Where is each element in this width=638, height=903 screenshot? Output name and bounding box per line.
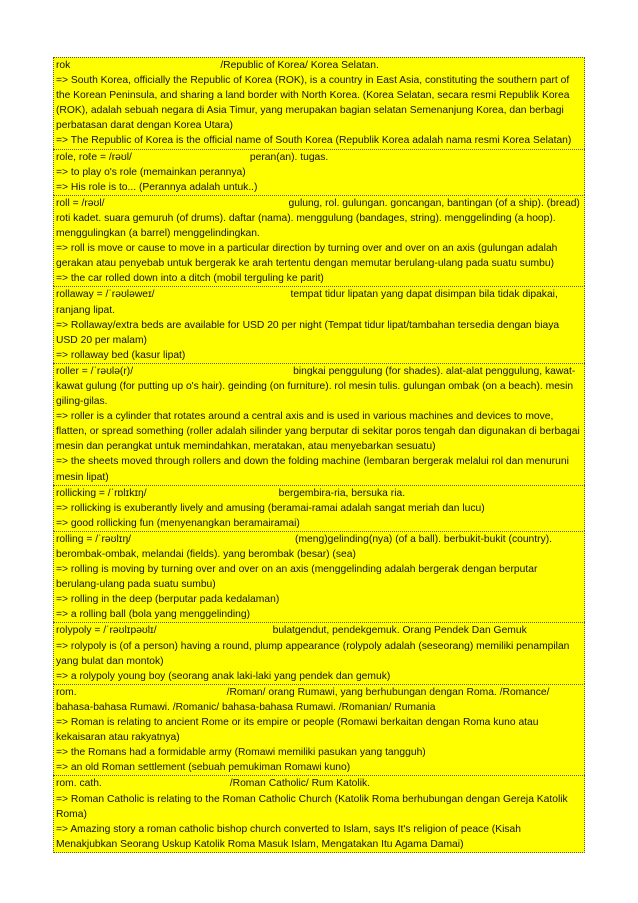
entry-header: [56, 776, 582, 791]
meaning: (meng)gelinding(nya) (of a ball). berbukit-bukit (country). berombak-ombak, melandai (fields). yang berombak (besar) (sea): [56, 533, 553, 560]
meaning: /Roman/ orang Rumawi, yang berhubungan dengan Roma. /Romance/ bahasa-bahasa Rumawi. /Romanic/ bahasa-bahasa Rumawi. /Romanian/ Rumania: [56, 686, 550, 713]
meaning: gulung, rol. gulungan. goncangan, bantingan (of a ship). (bread) roti kadet. suara gemuruh (of drums). daftar (nama). menggulung (bandages, string). menggelinding (a hoop). menggulingkan (a barrel) menggelindingkan.: [56, 197, 580, 240]
example-line: => Amazing story a roman catholic bishop church converted to Islam, says It's religion of peace (Kisah Menakjubkan Seorang Uskup Katolik Roma Masuk Islam, Mengatakan Itu Agama Damai): [56, 823, 521, 850]
entry-header: [56, 196, 582, 241]
entry-header: [56, 685, 582, 715]
meaning: bingkai penggulung (for shades). alat-alat penggulung, kawat-kawat gulung (for putting up o's hair). geinding (on furniture). rol mesin tulis. gulungan ombak (on a beach). mesin giling-gilas.: [56, 365, 576, 408]
meaning: bulatgendut, pendekgemuk. Orang Pendek Dan Gemuk: [272, 625, 527, 637]
example-line: => rollaway bed (kasur lipat): [56, 349, 186, 361]
meaning: /Republic of Korea/ Korea Selatan.: [220, 60, 379, 71]
entry-rom-cath: [53, 775, 585, 852]
entry-header: [56, 486, 582, 501]
example-line: => a rolling ball (bola yang menggelinding): [56, 609, 251, 621]
entry-rolypoly: [53, 622, 585, 683]
headword: role, roℓe = /rəʊl/: [56, 151, 132, 163]
example-line: => the car rolled down into a ditch (mobil terguling ke parit): [56, 273, 324, 285]
entry-roller: [53, 363, 585, 485]
headword: rom. cath.: [56, 778, 102, 790]
example-line: => The Republic of Korea is the official name of South Korea (Republik Korea adalah nama resmi Korea Selatan): [56, 135, 572, 147]
example-line: => an old Roman settlement (sebuah pemukiman Romawi kuno): [56, 762, 351, 774]
entry-role: [53, 149, 585, 195]
headword: roll = /rəʊl/: [56, 197, 105, 209]
entry-roll: [53, 195, 585, 287]
entry-rollicking: [53, 485, 585, 531]
example-line: => rolypoly is (of a person) having a round, plump appearance (rolypoly adalah (seseorang) memiliki penampilan yang bulat dan montok): [56, 640, 570, 667]
entry-header: [56, 532, 582, 562]
example-line: => rollicking is exuberantly lively and amusing (beramai-ramai adalah sangat meriah dan lucu): [56, 502, 485, 514]
example-line: => Roman Catholic is relating to the Roman Catholic Church (Katolik Roma berhubungan dengan Gereja Katolik Roma): [56, 793, 568, 820]
example-line: => roll is move or cause to move in a particular direction by turning over and over on an axis (gulungan adalah gerakan atau penyebab untuk bergerak ke arah tertentu dengan memutar berulang-ulang pada suatu sumbu): [56, 243, 558, 270]
example-line: => rolling is moving by turning over and over on an axis (menggelinding adalah bergerak dengan berputar berulang-ulang pada suatu sumbu): [56, 564, 538, 591]
example-line: => good rollicking fun (menyenangkan beramairamai): [56, 517, 300, 529]
headword: rok: [56, 60, 71, 71]
headword: rolling = /ˈrəʊlɪŋ/: [56, 533, 132, 545]
example-line: => a rolypoly young boy (seorang anak laki-laki yang pendek dan gemuk): [56, 670, 391, 682]
entry-rollaway: [53, 286, 585, 362]
example-line: => the sheets moved through rollers and down the folding machine (lembaran bergerak melalui rol dan menuruni mesin lipat): [56, 456, 569, 483]
headword: roller = /ˈrəʊlə(r)/: [56, 365, 134, 377]
entry-rok: [53, 57, 585, 149]
example-line: => rolling in the deep (berputar pada kedalaman): [56, 594, 280, 606]
entry-header: [56, 150, 582, 165]
example-line: => to play o's role (memainkan perannya): [56, 166, 246, 178]
entry-rolling: [53, 531, 585, 623]
dictionary-page: [53, 57, 585, 853]
example-line: => roller is a cylinder that rotates around a central axis and is used in various machines and devices to move, flatten, or spread something (roller adalah silinder yang berputar di sekitar poros tengah dan digunakan di berbagai mesin dan perangkat untuk memindahkan, meratakan, atau menyebarkan sesuatu): [56, 411, 580, 453]
example-line: => Rollaway/extra beds are available for USD 20 per night (Tempat tidur lipat/tambahan tersedia dengan biaya USD 20 per malam): [56, 319, 560, 346]
headword: rolypoly = /ˈrəʊlɪpəʊlɪ/: [56, 625, 157, 637]
entry-header: [56, 287, 582, 317]
entry-header: [56, 623, 582, 638]
example-line: => South Korea, officially the Republic of Korea (ROK), is a country in East Asia, constituting the southern part of the Korean Peninsula, and sharing a land border with North Korea. (Korea Selatan, secara resmi Republik Korea (ROK), adalah sebuah negara di Asia Timur, yang merupakan bagian selatan Semenanjung Korea, dan berbagi perbatasan darat dengan Korea Utara): [56, 75, 570, 132]
example-line: => Roman is relating to ancient Rome or its empire or people (Romawi berkaitan dengan Roma kuno atau kekaisaran atau rakyatnya): [56, 717, 539, 744]
meaning: tempat tidur lipatan yang dapat disimpan bila tidak dipakai, ranjang lipat.: [56, 289, 558, 316]
headword: rom.: [56, 686, 77, 698]
meaning: /Roman Catholic/ Rum Katolik.: [229, 778, 370, 790]
example-line: => His role is to... (Perannya adalah untuk..): [56, 181, 258, 193]
entry-rom: [53, 684, 585, 776]
entry-header: [56, 58, 582, 73]
meaning: bergembira-ria, bersuka ria.: [278, 487, 406, 499]
headword: rollicking = /ˈrɒlɪkɪŋ/: [56, 487, 147, 499]
headword: rollaway = /ˈrəʊləweɪ/: [56, 289, 155, 301]
entry-header: [56, 364, 582, 409]
example-line: => the Romans had a formidable army (Romawi memiliki pasukan yang tangguh): [56, 747, 426, 759]
meaning: peran(an). tugas.: [249, 151, 329, 163]
